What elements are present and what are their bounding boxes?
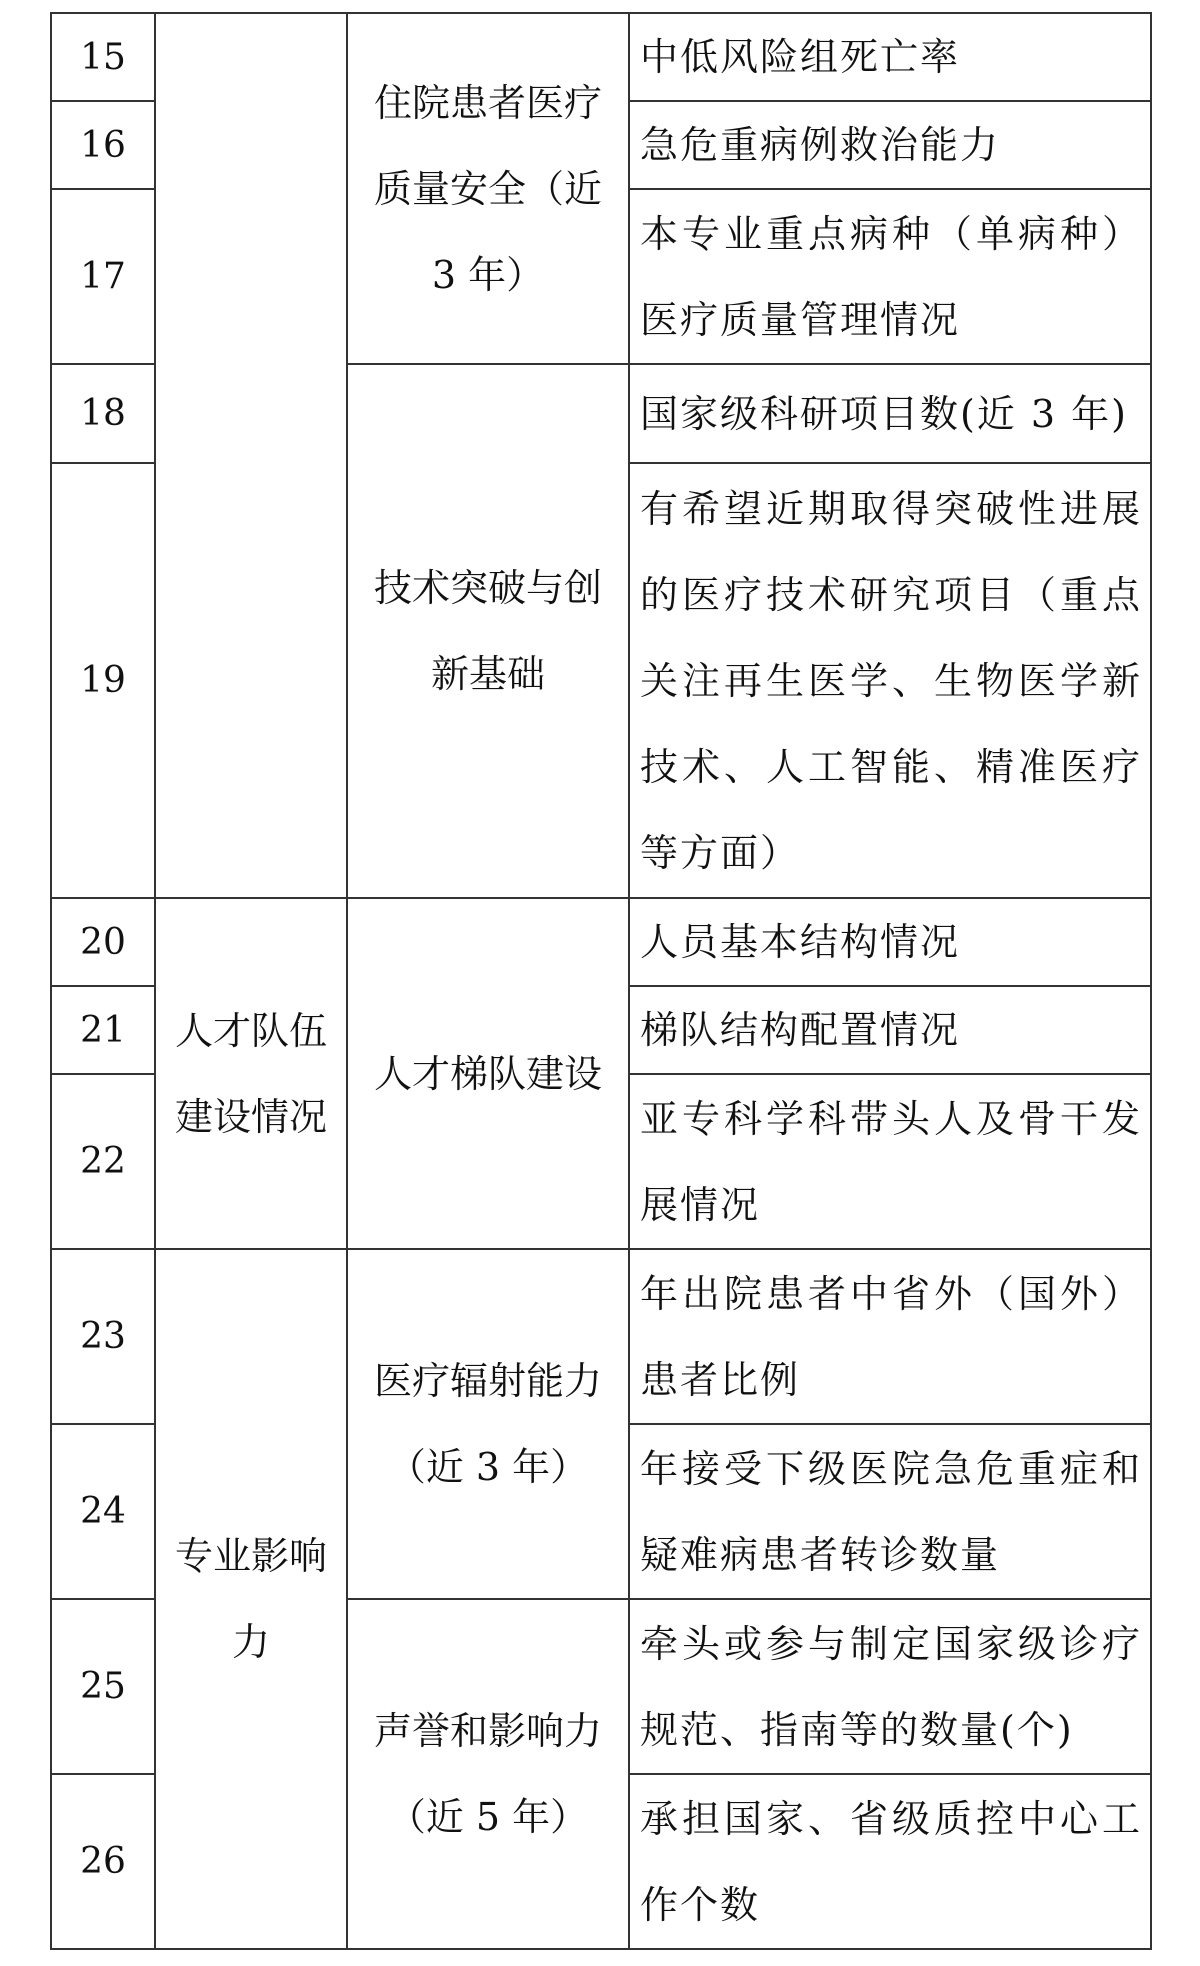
category-influence: 专业影响力 [155,1249,347,1949]
row-number: 20 [51,898,155,986]
row-number: 21 [51,986,155,1074]
subcategory-tech: 技术突破与创新基础 [347,364,629,898]
category-talent: 人才队伍建设情况 [155,898,347,1249]
indicator-text: 急危重病例救治能力 [629,101,1151,189]
category-cell-empty [155,13,347,898]
indicator-text: 国家级科研项目数(近 3 年) [629,364,1151,463]
row-number: 25 [51,1599,155,1774]
indicator-text: 人员基本结构情况 [629,898,1151,986]
indicator-text: 梯队结构配置情况 [629,986,1151,1074]
row-number: 17 [51,189,155,364]
subcategory-radiation: 医疗辐射能力（近 3 年） [347,1249,629,1599]
indicator-text: 承担国家、省级质控中心工作个数 [629,1774,1151,1949]
table-row [51,1249,1151,1424]
indicator-text: 亚专科学科带头人及骨干发展情况 [629,1074,1151,1249]
table-row [51,898,1151,986]
row-number: 19 [51,463,155,898]
row-number: 26 [51,1774,155,1949]
indicator-text: 年出院患者中省外（国外）患者比例 [629,1249,1151,1424]
indicator-table [50,12,1152,1950]
row-number: 23 [51,1249,155,1424]
table-row [51,13,1151,101]
row-number: 16 [51,101,155,189]
indicator-text: 中低风险组死亡率 [629,13,1151,101]
subcategory-ladder: 人才梯队建设 [347,898,629,1249]
row-number: 22 [51,1074,155,1249]
indicator-text: 年接受下级医院急危重症和疑难病患者转诊数量 [629,1424,1151,1599]
row-number: 24 [51,1424,155,1599]
indicator-text: 牵头或参与制定国家级诊疗规范、指南等的数量(个) [629,1599,1151,1774]
row-number: 18 [51,364,155,463]
subcategory-reputation: 声誉和影响力（近 5 年） [347,1599,629,1949]
indicator-text: 有希望近期取得突破性进展的医疗技术研究项目（重点关注再生医学、生物医学新技术、人工智能、精准医疗等方面） [629,463,1151,898]
subcategory-quality: 住院患者医疗质量安全（近 3 年） [347,13,629,364]
indicator-text: 本专业重点病种（单病种）医疗质量管理情况 [629,189,1151,364]
row-number: 15 [51,13,155,101]
